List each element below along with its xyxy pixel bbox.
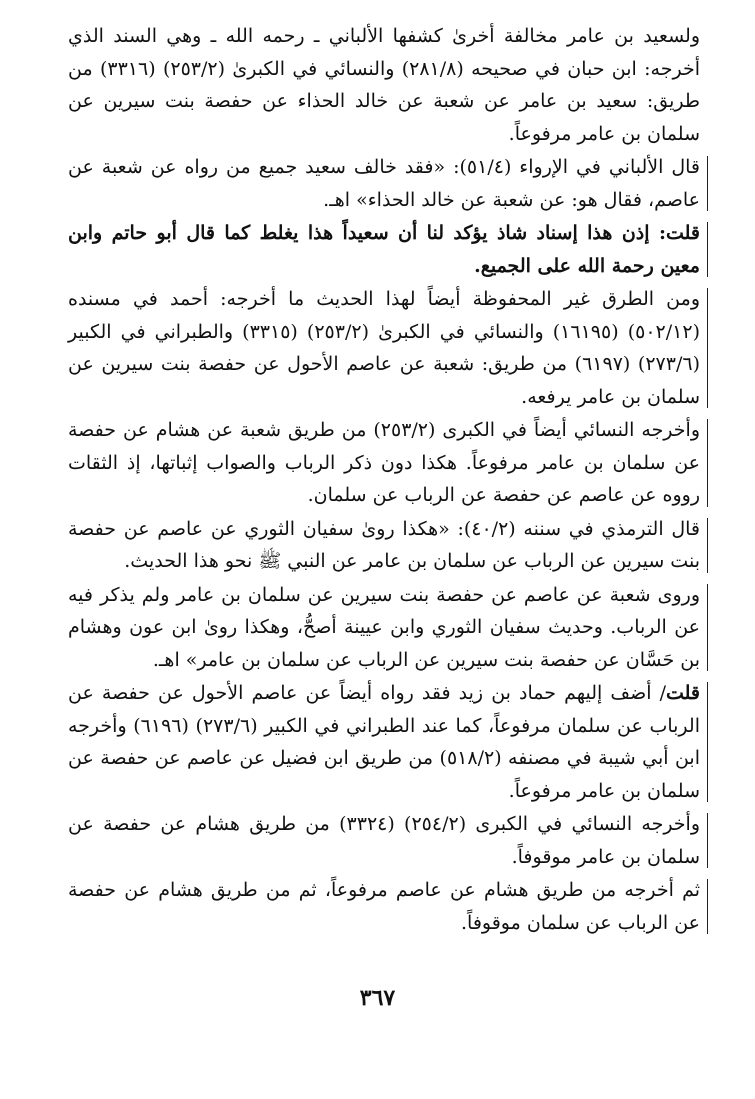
paragraph-8-lead: قلت xyxy=(665,682,700,704)
paragraph-4-text: ومن الطرق غير المحفوظة أيضاً لهذا الحديث ما أخرجه: أحمد في مسنده (٥٠٢/١٢) (١٦١٩٥) والنسائي في الكبرىٰ (٢٥٣/٢) (٣٣١٥) والطبراني في الكبير (٢٧٣/٦) (٦١٩٧) من طريق: شعبة عن عاصم الأحول عن حفصة بنت سيرين عن سلمان بن عامر يرفعه. xyxy=(68,288,700,408)
paragraph-rule xyxy=(707,813,708,868)
paragraph-rule xyxy=(707,419,708,507)
paragraph-rule xyxy=(707,682,708,802)
paragraph-5 xyxy=(68,414,700,512)
paragraph-rule xyxy=(707,156,708,211)
paragraph-4 xyxy=(68,283,700,413)
paragraph-rule xyxy=(707,222,708,277)
paragraph-2-text: قال الألباني في الإرواء (٥١/٤): «فقد خالف سعيد جميع من رواه عن شعبة عن عاصم، فقال هو: عن شعبة عن خالد الحذاء» اهـ. xyxy=(68,156,700,211)
paragraph-6 xyxy=(68,513,700,578)
paragraph-3 xyxy=(68,217,700,282)
paragraph-8 xyxy=(68,677,700,807)
paragraph-1 xyxy=(68,20,700,150)
paragraph-7 xyxy=(68,579,700,677)
paragraph-rule xyxy=(707,879,708,934)
paragraph-9-text: وأخرجه النسائي في الكبرى (٢٥٤/٢) (٣٣٢٤) من طريق هشام عن حفصة عن سلمان بن عامر موقوفاً. xyxy=(68,813,701,868)
paragraph-5-text: وأخرجه النسائي أيضاً في الكبرى (٢٥٣/٢) من طريق شعبة عن هشام عن حفصة عن سلمان بن عامر مرفوعاً. هكذا دون ذكر الرباب والصواب إثباتها، إذ الثقات رووه عن عاصم عن حفصة عن الرباب عن سلمان. xyxy=(68,419,700,506)
paragraph-8-text: / أضف إليهم حماد بن زيد فقد رواه أيضاً عن عاصم الأحول عن حفصة عن الرباب عن سلمان مرفوعاً، كما عند الطبراني في الكبير (٢٧٣/٦) (٦١٩٦) وأخرجه ابن أبي شيبة في مصنفه (٥١٨/٢) من طريق ابن فضيل عن عاصم عن حفصة عن سلمان بن عامر مرفوعاً. xyxy=(68,682,700,802)
paragraph-2 xyxy=(68,151,700,216)
paragraph-1-text: ولسعيد بن عامر مخالفة أخرىٰ كشفها الألباني ـ رحمه الله ـ وهي السند الذي أخرجه: ابن حبان في صحيحه (٢٨١/٨) والنسائي في الكبرىٰ (٢٥٣/٢) (٣٣١٦) من طريق: سعيد بن عامر عن شعبة عن خالد الحذاء عن حفصة بنت سيرين عن سلمان بن عامر مرفوعاً. xyxy=(68,25,700,145)
page-number: ٣٦٧ xyxy=(359,985,396,1011)
paragraph-7-text: وروى شعبة عن عاصم عن حفصة بنت سيرين عن سلمان بن عامر ولم يذكر فيه عن الرباب. وحديث سفيان الثوري وابن عيينة أصحُّ، وهكذا روىٰ ابن عون وهشام بن حَسَّان عن حفصة بنت سيرين عن الرباب عن سلمان بن عامر» اهـ. xyxy=(68,583,700,671)
paragraph-10-text: ثم أخرجه من طريق هشام عن عاصم مرفوعاً، ثم من طريق هشام عن حفصة عن الرباب عن سلمان موقوفاً. xyxy=(68,879,700,934)
page-body xyxy=(68,20,700,939)
paragraph-9 xyxy=(68,808,700,873)
paragraph-rule xyxy=(707,584,708,672)
paragraph-10 xyxy=(68,874,700,939)
paragraph-6-text: قال الترمذي في سننه (٤٠/٢): «هكذا روىٰ سفيان الثوري عن عاصم عن حفصة بنت سيرين عن الرباب عن سلمان بن عامر عن النبي ﷺ نحو هذا الحديث. xyxy=(68,517,701,572)
paragraph-3-text: قلت: إذن هذا إسناد شاذ يؤكد لنا أن سعيداً هذا يغلط كما قال أبو حاتم وابن معين رحمة الله على الجميع. xyxy=(68,222,700,277)
paragraph-rule xyxy=(707,518,708,573)
paragraph-rule xyxy=(707,288,708,408)
